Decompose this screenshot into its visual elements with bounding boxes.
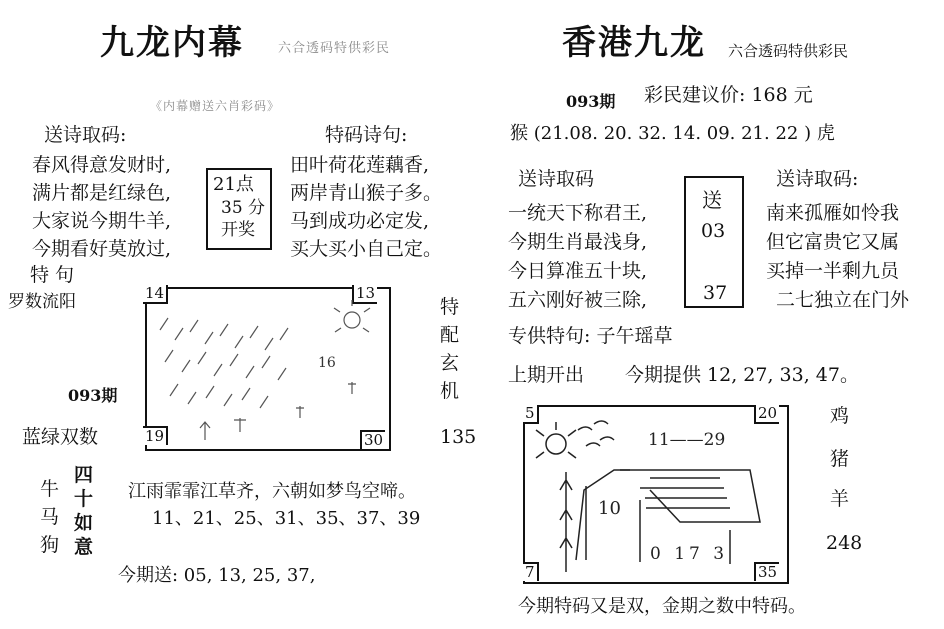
left-poem-special-line: 田叶荷花莲藕香,: [290, 154, 430, 176]
left-poem-send-heading: 送诗取码:: [44, 124, 127, 146]
right-side-animal: 鸡: [830, 405, 850, 427]
right-subtitle: 六合透码特供彩民: [728, 42, 849, 60]
right-poem-left-line: 今日算准五十块,: [508, 260, 648, 282]
send-box-bottom-number: 37: [703, 282, 728, 304]
left-corner-br: 30: [360, 430, 385, 449]
left-subtitle: 六合透码特供彩民: [278, 41, 391, 56]
left-title: 九龙内幕: [100, 23, 244, 63]
advised-price: 彩民建议价: 168 元: [644, 84, 813, 106]
right-corner-tr: 20: [754, 405, 779, 424]
forty-char: 四: [74, 464, 94, 486]
left-poem-special-line: 两岸青山猴子多。: [290, 182, 443, 204]
left-corner-bl: 19: [143, 426, 168, 445]
luoshu-label: 罗数流阳: [8, 292, 76, 312]
right-drawing-center: 10: [598, 498, 621, 519]
right-corner-tl: 5: [523, 405, 539, 424]
draw-time-label: 开奖: [221, 220, 255, 240]
xuanji-char: 特: [440, 296, 460, 318]
right-corner-bl: 7: [523, 562, 539, 581]
right-period: 093期: [566, 92, 616, 111]
left-animal: 马: [40, 506, 60, 528]
left-numbers-line: 11、21、25、31、35、37、39: [152, 508, 421, 529]
left-corner-tr: 13: [352, 285, 377, 304]
last-open-label: 上期开出: [508, 364, 585, 386]
xuanji-char: 机: [440, 380, 460, 402]
left-poem-special-line: 买大买小自己定。: [290, 238, 443, 260]
special-phrase: 专供特句: 子午瑶草: [508, 325, 673, 347]
send-box-label: 送: [702, 188, 722, 212]
forty-char: 十: [74, 488, 94, 510]
left-poem-send-line: 春风得意发财时,: [32, 154, 172, 176]
right-poem-left-line: 五六刚好被三除,: [508, 289, 648, 311]
left-corner-tl: 14: [143, 285, 168, 304]
right-drawing-bottom: 0 17 3: [650, 544, 729, 564]
right-poem-right-line: 买掉一半剩九员: [766, 260, 900, 282]
right-poem-right-heading: 送诗取码:: [776, 168, 859, 190]
left-poem-send-line: 大家说今期牛羊,: [32, 210, 172, 232]
right-side-animal: 羊: [830, 488, 850, 510]
draw-time-minute: 35 分: [221, 198, 266, 218]
left-drawing-number: 16: [318, 355, 336, 371]
today-send: 今期送: 05, 13, 25, 37,: [118, 565, 316, 586]
right-poem-right-line: 南来孤雁如怜我: [766, 202, 900, 224]
left-animal: 牛: [40, 478, 60, 500]
forty-char: 意: [74, 536, 94, 558]
today-provide: 今期提供 12, 27, 33, 47。: [625, 364, 859, 386]
right-corner-br: 35: [754, 562, 779, 581]
color-pick: 蓝绿双数: [22, 426, 99, 448]
left-poem-special-line: 马到成功必定发,: [290, 210, 430, 232]
forty-char: 如: [74, 512, 94, 534]
right-poem-right-line: 但它富贵它又属: [766, 231, 900, 253]
left-slogan: 《内幕赠送六肖彩码》: [150, 99, 281, 113]
right-poem-left-heading: 送诗取码: [518, 168, 595, 190]
left-drawing-box: [145, 287, 391, 451]
left-period: 093期: [68, 386, 118, 405]
right-title: 香港九龙: [562, 23, 706, 63]
left-verse: 江雨霏霏江草齐，六朝如梦鸟空啼。: [128, 481, 416, 502]
right-poem-left-line: 一统天下称君王,: [508, 202, 648, 224]
right-side-number: 248: [826, 532, 863, 554]
xuanji-char: 玄: [440, 352, 460, 374]
left-poem-send-line: 满片都是红绿色,: [32, 182, 172, 204]
right-poem-left-line: 今期生肖最浅身,: [508, 231, 648, 253]
send-box-top-number: 03: [701, 220, 726, 242]
right-poem-right-line: 二七独立在门外: [776, 289, 910, 311]
special-phrase-label: 特 句: [30, 264, 75, 286]
left-animal: 狗: [40, 534, 60, 556]
right-side-animal: 猪: [830, 448, 850, 470]
right-drawing-arrow: 11——29: [648, 430, 726, 450]
xuanji-char: 配: [440, 324, 460, 346]
left-poem-special-heading: 特码诗句:: [325, 124, 408, 146]
right-footer: 今期特码又是双，金期之数中特码。: [518, 596, 806, 617]
left-poem-send-line: 今期看好莫放过,: [32, 238, 172, 260]
xuanji-number: 135: [440, 426, 477, 448]
draw-time-hour: 21点: [213, 174, 254, 195]
monkey-tiger-line: 猴 (21.08. 20. 32. 14. 09. 21. 22 ) 虎: [510, 123, 835, 144]
